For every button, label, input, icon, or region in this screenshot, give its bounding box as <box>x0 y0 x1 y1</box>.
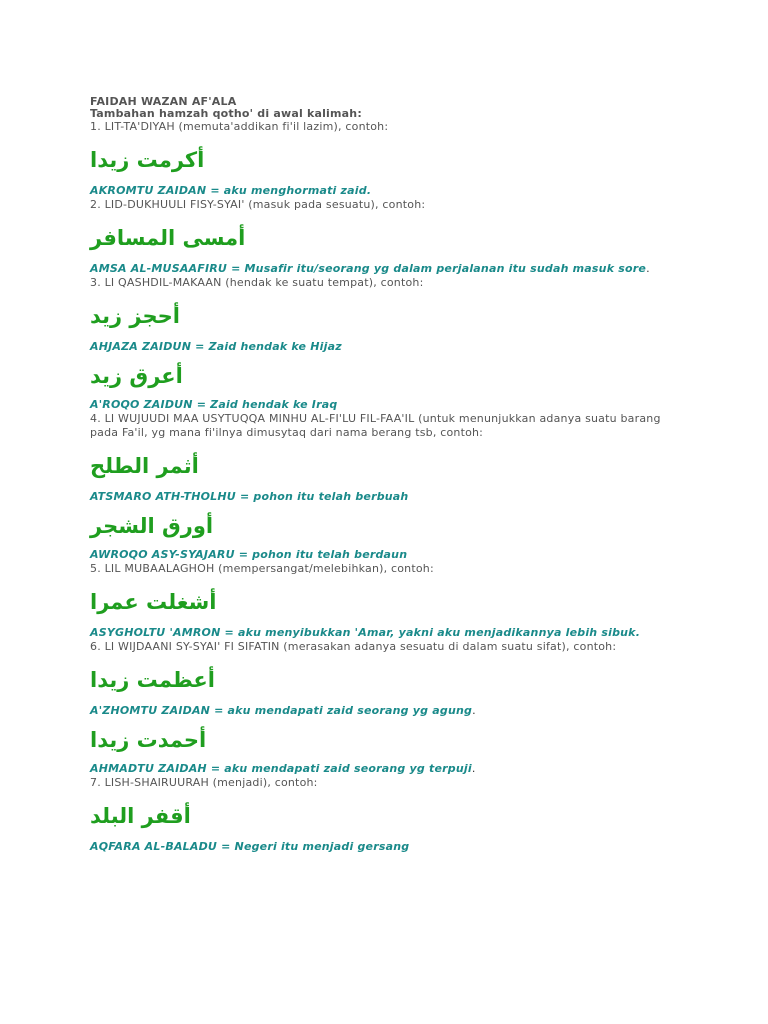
translit-text: AMSA AL-MUSAAFIRU = Musafir itu/seorang yg dalam perjalanan itu sudah masuk sore <box>90 262 647 275</box>
translit-example-5: ATSMARO ATH-THOLHU = pohon itu telah berbuah <box>90 490 409 503</box>
rule-2: 2. LID-DUKHUULI FISY-SYAI' (masuk pada sesuatu), contoh: <box>90 198 426 211</box>
translit-example-1: AKROMTU ZAIDAN = aku menghormati zaid. <box>90 184 372 197</box>
arabic-example-3: أحجز زيد <box>90 304 180 328</box>
document-content <box>90 96 690 854</box>
arabic-example-5: أثمر الطلح <box>90 454 199 478</box>
arabic-example-7: أشغلت عمرا <box>90 590 217 614</box>
translit-example-4: A'ROQO ZAIDUN = Zaid hendak ke Iraq <box>90 398 338 411</box>
translit-example-8 <box>90 704 690 718</box>
translit-example-10: AQFARA AL-BALADU = Negeri itu menjadi gersang <box>90 840 410 853</box>
doc-subtitle: Tambahan hamzah qotho' di awal kalimah: <box>90 107 362 120</box>
rule-5: 5. LIL MUBAALAGHOH (mempersangat/melebihkan), contoh: <box>90 562 434 575</box>
translit-example-7: ASYGHOLTU 'AMRON = aku menyibukkan 'Amar, yakni aku menjadikannya lebih sibuk. <box>90 626 641 639</box>
rule-1: 1. LIT-TA'DIYAH (memuta'addikan fi'il lazim), contoh: <box>90 120 389 133</box>
translit-text: AHMADTU ZAIDAH = aku mendapati zaid seorang yg terpuji <box>90 762 472 775</box>
trailing-period: . <box>646 262 650 275</box>
translit-example-2 <box>90 262 690 276</box>
rule-7: 7. LISH-SHAIRUURAH (menjadi), contoh: <box>90 776 318 789</box>
arabic-example-8: أعظمت زيدا <box>90 668 215 692</box>
translit-text: A'ZHOMTU ZAIDAN = aku mendapati zaid seorang yg agung <box>90 704 473 717</box>
rule-3: 3. LI QASHDIL-MAKAAN (hendak ke suatu tempat), contoh: <box>90 276 424 289</box>
translit-example-9 <box>90 762 690 776</box>
trailing-period: . <box>472 704 476 717</box>
translit-example-3: AHJAZA ZAIDUN = Zaid hendak ke Hijaz <box>90 340 342 353</box>
translit-example-6: AWROQO ASY-SYAJARU = pohon itu telah berdaun <box>90 548 408 561</box>
trailing-period: . <box>471 762 476 775</box>
arabic-example-9: أحمدت زيدا <box>90 728 207 752</box>
rule-6: 6. LI WIJDAANI SY-SYAI' FI SIFATIN (merasakan adanya sesuatu di dalam suatu sifat), contoh: <box>90 640 617 653</box>
rule-4: 4. LI WUJUUDI MAA USYTUQQA MINHU AL-FI'LU FIL-FAA'IL (untuk menunjukkan adanya suatu barang <box>90 412 661 425</box>
arabic-example-2: أمسى المسافر <box>90 226 246 250</box>
arabic-example-6: أورق الشجر <box>90 514 214 538</box>
arabic-example-10: أقفر البلد <box>90 804 191 828</box>
rule-4-cont: pada Fa'il, yg mana fi'ilnya dimusytaq dari nama berang tsb, contoh: <box>90 426 484 439</box>
arabic-example-1: أكرمت زيدا <box>90 148 205 172</box>
doc-title: FAIDAH WAZAN AF'ALA <box>90 95 237 108</box>
arabic-example-4: أعرق زيد <box>90 364 183 388</box>
